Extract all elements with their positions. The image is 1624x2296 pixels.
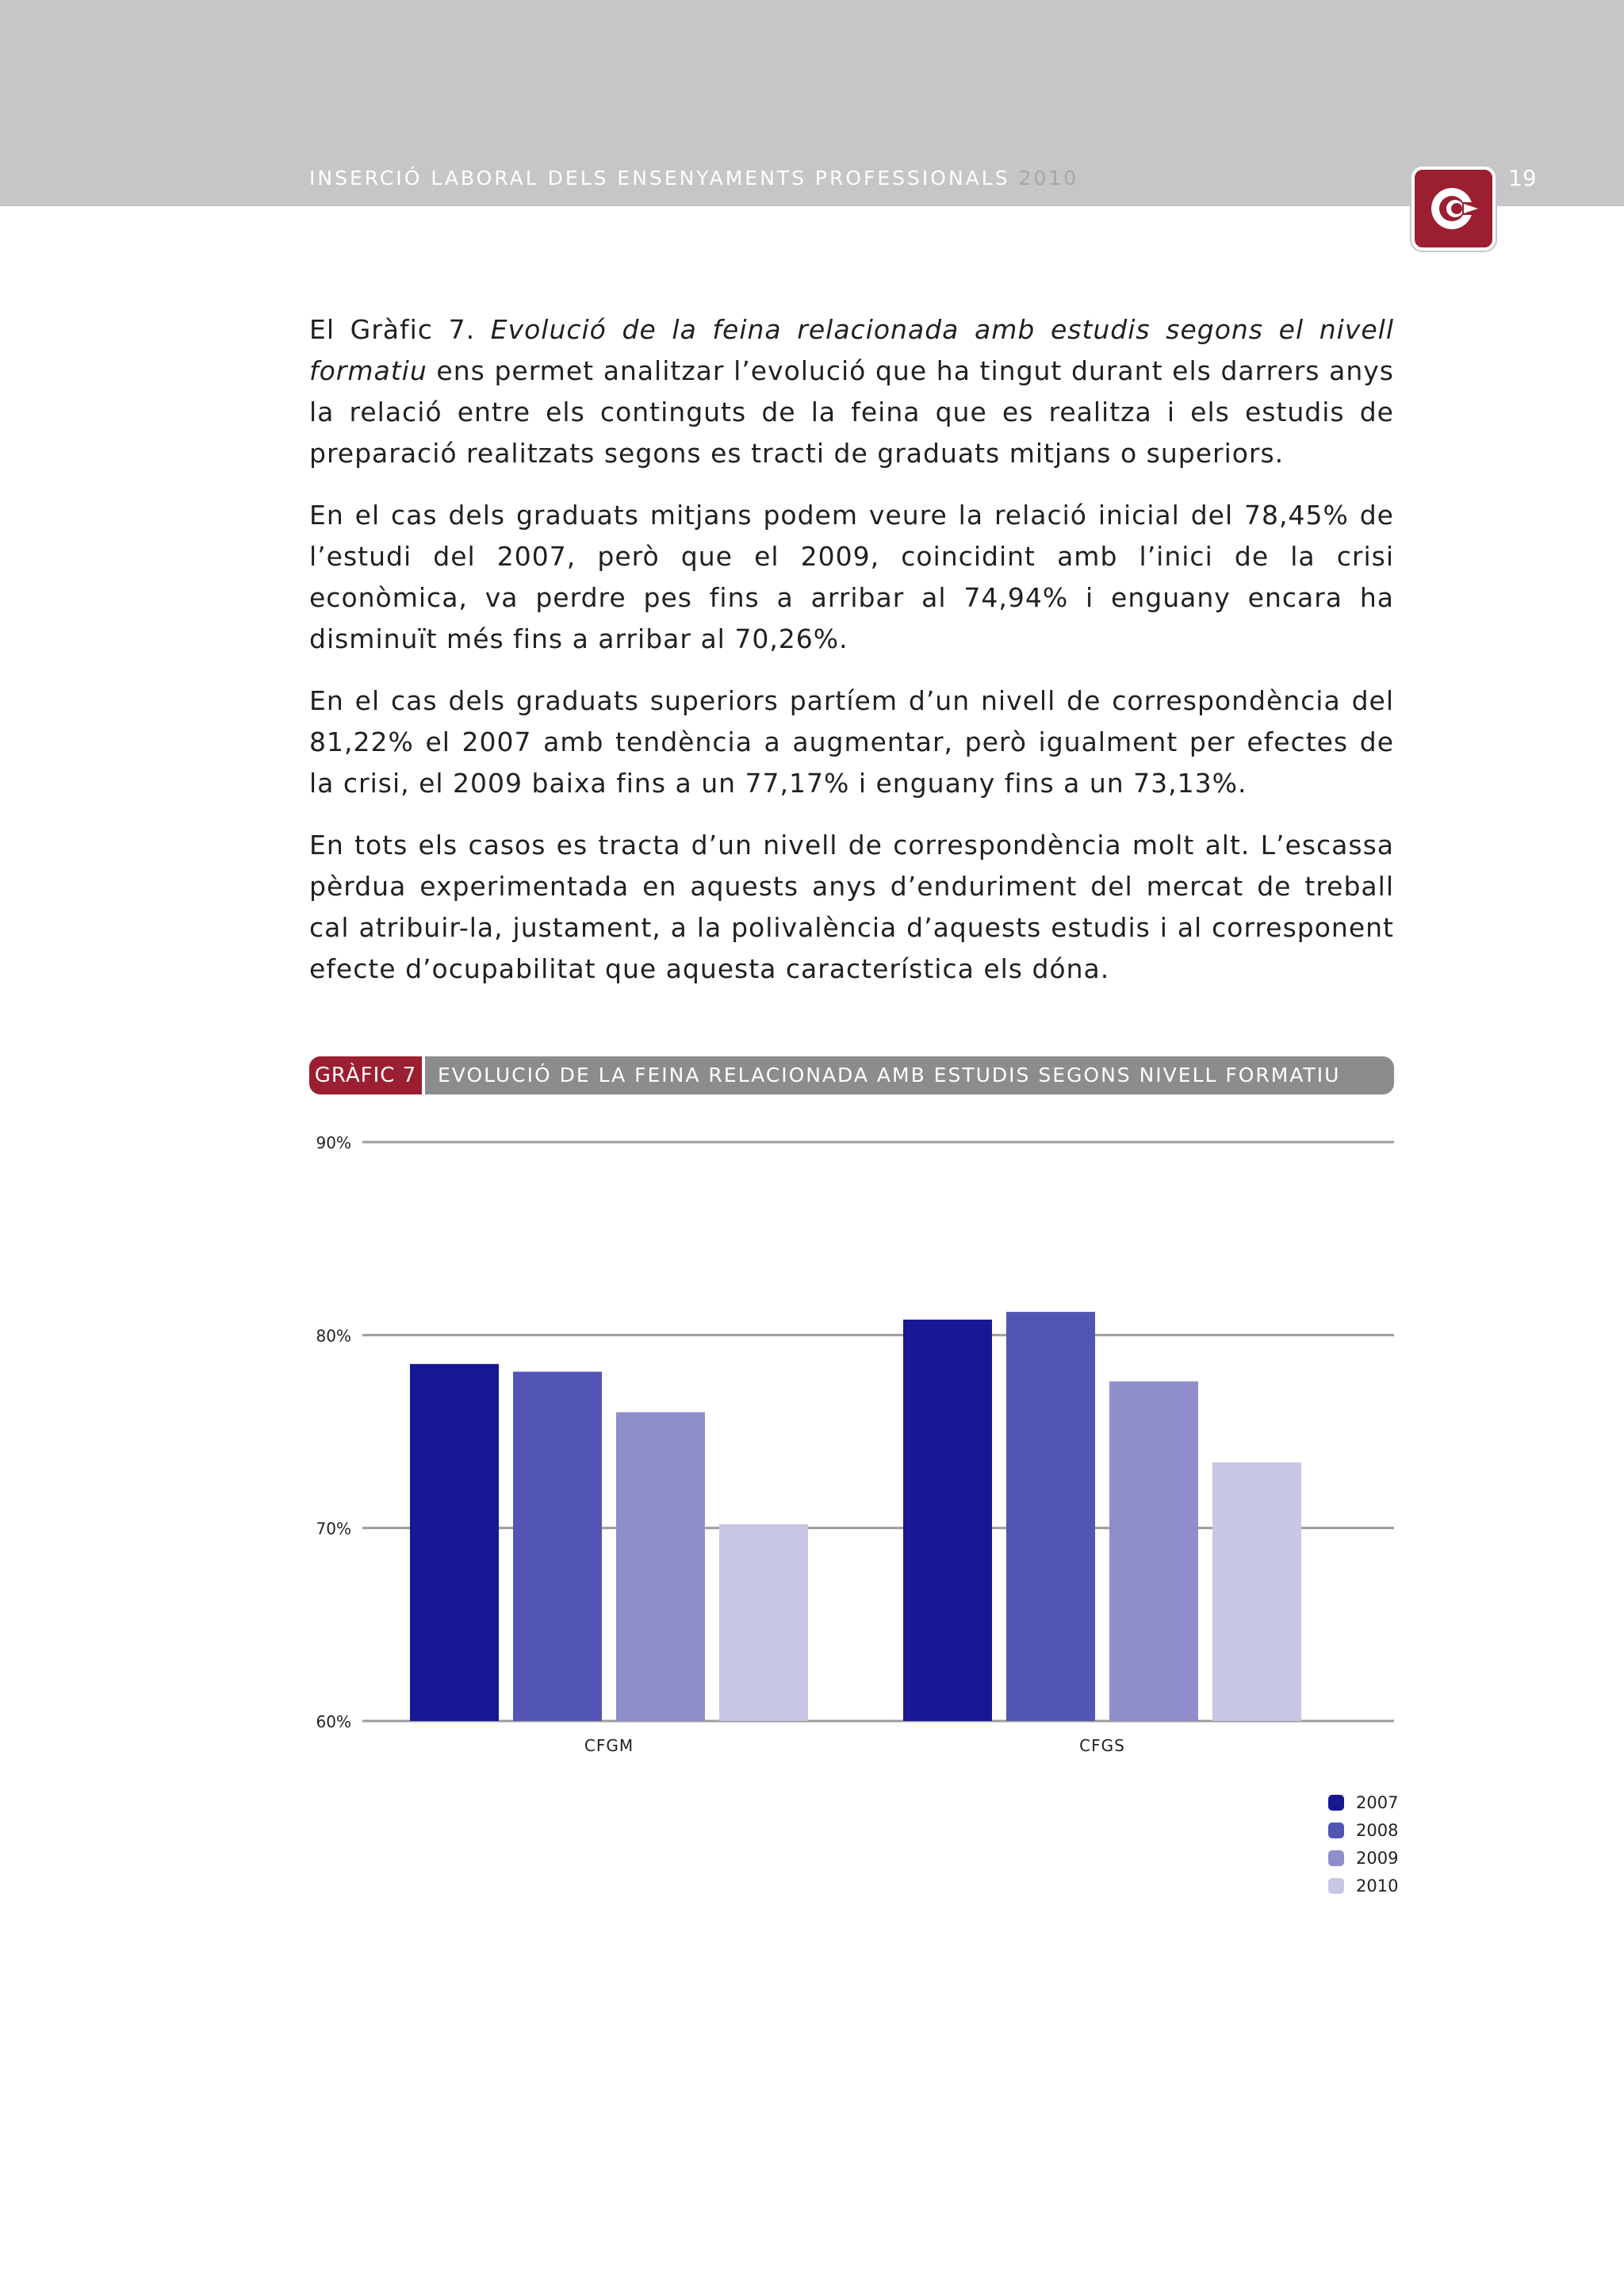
- chart-label: GRÀFIC 7: [309, 1056, 422, 1094]
- bar: [410, 1364, 499, 1721]
- legend-swatch: [1328, 1823, 1344, 1838]
- legend-swatch: [1328, 1795, 1344, 1811]
- y-tick-label: 60%: [316, 1712, 351, 1731]
- page-number: 19: [1508, 165, 1537, 191]
- chart-header: [309, 1056, 1394, 1094]
- legend-label: 2008: [1356, 1821, 1399, 1840]
- chart-area: [301, 1110, 1402, 1903]
- header-title: [309, 167, 1078, 190]
- legend-item: [1324, 1874, 1404, 1902]
- bar: [1109, 1382, 1198, 1721]
- x-tick-label: CFGM: [584, 1736, 634, 1755]
- y-tick-label: 90%: [316, 1133, 351, 1152]
- legend-label: 2007: [1356, 1793, 1399, 1812]
- chart-title: EVOLUCIÓ DE LA FEINA RELACIONADA AMB ESTUDIS SEGONS NIVELL FORMATIU: [438, 1064, 1341, 1087]
- header-title-text: INSERCIÓ LABORAL DELS ENSENYAMENTS PROFESSIONALS: [309, 167, 1010, 190]
- paragraph-2: En el cas dels graduats mitjans podem veure la relació inicial del 78,45% de l’estudi del 2007, però que el 2009, coincidint amb l’inici de la crisi econòmica, va perdre pes fins a arribar al 74,94% i enguany encara ha disminuït més fins a arribar al 70,26%.: [309, 500, 1394, 654]
- y-tick-label: 70%: [316, 1519, 351, 1539]
- legend-label: 2010: [1356, 1876, 1399, 1895]
- x-tick-label: CFGS: [1079, 1736, 1125, 1755]
- bar: [1212, 1462, 1301, 1721]
- y-tick-label: 80%: [316, 1326, 351, 1346]
- bar: [616, 1412, 705, 1721]
- legend-swatch: [1328, 1878, 1344, 1894]
- page-header: [0, 0, 1624, 206]
- logo-c-icon: [1411, 167, 1496, 251]
- paragraph-1-italic: Evolució de la feina relacionada amb estudis segons el nivell formatiu: [309, 314, 1395, 386]
- paragraph-1-end: ens permet analitzar l’evolució que ha tingut durant els darrers anys la relació entre els continguts de la feina que es realitza i els estudis de preparació realitzats segons es tracti de graduats mitjans o superiors.: [309, 355, 1394, 469]
- body-text: [309, 309, 1394, 1010]
- paragraph-4: En tots els casos es tracta d’un nivell de correspondència molt alt. L’escassa pèrdua experimentada en aquests anys d’enduriment del mercat de treball cal atribuir-la, justament, a la polivalència d’aquests estudis i al corresponent efecte d’ocupabilitat que aquesta característica els dóna.: [309, 830, 1394, 984]
- paragraph-3: En el cas dels graduats superiors partíem d’un nivell de correspondència del 81,22% el 2007 amb tendència a augmentar, però igualment per efectes de la crisi, el 2009 baixa fins a un 77,17% i enguany fins a un 73,13%.: [309, 685, 1394, 799]
- paragraph-1-start: El Gràfic 7.: [309, 314, 491, 345]
- bar: [719, 1524, 808, 1721]
- legend-item: [1324, 1846, 1404, 1874]
- bar-chart: [301, 1110, 1402, 1903]
- legend-item: [1324, 1791, 1404, 1819]
- legend-swatch: [1328, 1850, 1344, 1866]
- bar: [513, 1372, 602, 1721]
- header-year: 2010: [1018, 167, 1079, 190]
- bar: [1006, 1312, 1095, 1721]
- paragraph-1: [309, 309, 1394, 474]
- chart-legend: [1324, 1791, 1404, 1902]
- legend-item: [1324, 1819, 1404, 1846]
- legend-label: 2009: [1356, 1849, 1399, 1868]
- bar: [903, 1320, 992, 1721]
